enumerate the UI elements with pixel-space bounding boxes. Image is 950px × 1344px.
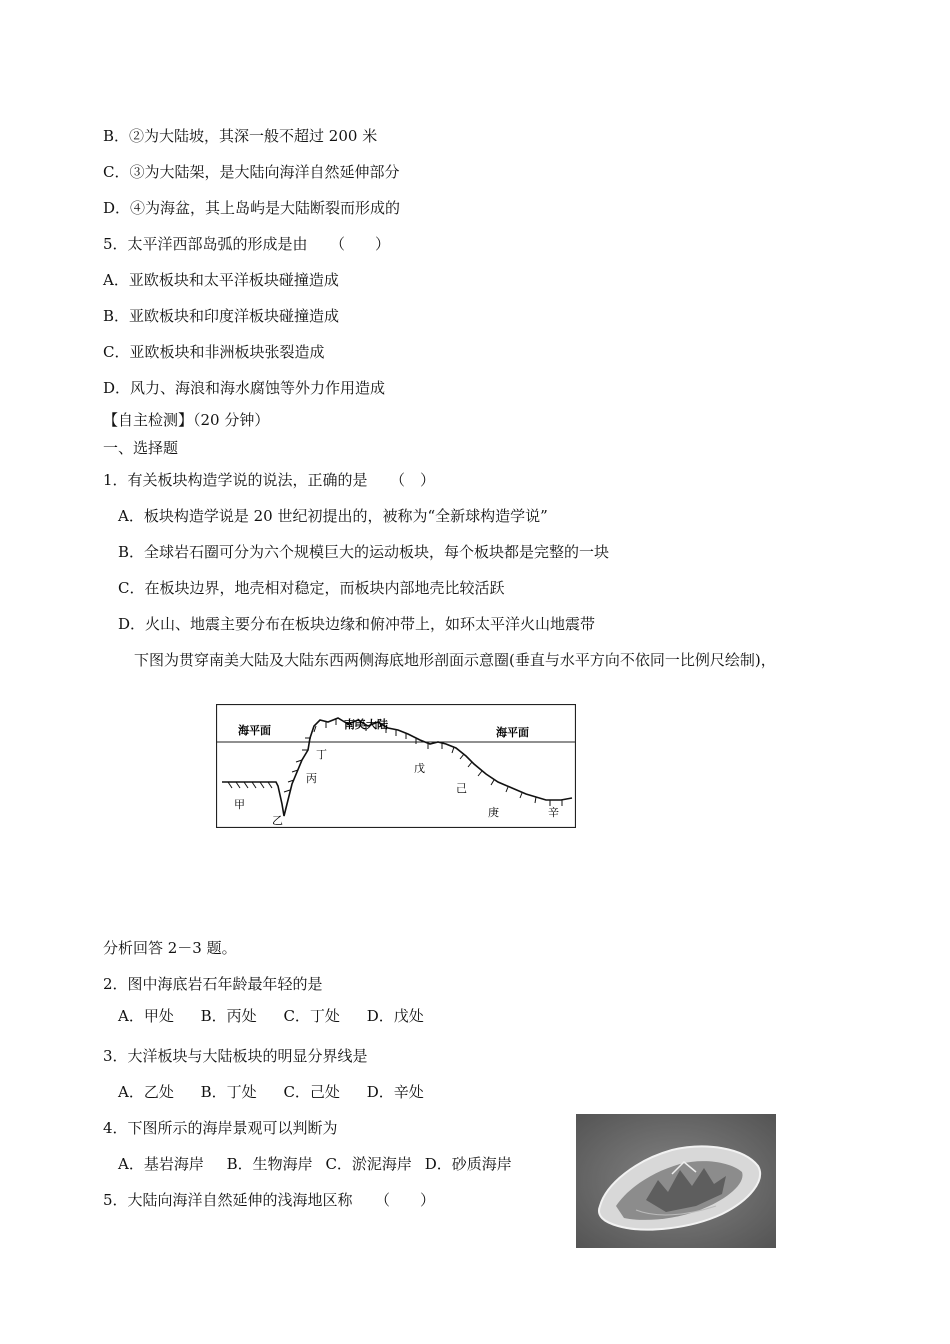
option-b: B．②为大陆坡，其深一般不超过 200 米 xyxy=(103,127,378,145)
q4-option-a: A．基岩海岸 xyxy=(118,1155,204,1173)
analysis-text: 分析回答 2－3 题。 xyxy=(103,939,237,957)
label-geng: 庚 xyxy=(488,806,499,819)
question-5-option-a: A．亚欧板块和太平洋板块碰撞造成 xyxy=(103,271,339,289)
question-5-option-d: D．风力、海浪和海水腐蚀等外力作用造成 xyxy=(103,379,386,397)
label-sea-level-left: 海平面 xyxy=(238,724,271,737)
q1-option-c: C．在板块边界，地壳相对稳定，而板块内部地壳比较活跃 xyxy=(118,579,505,597)
q2-option-b: B．丙处 xyxy=(200,1007,257,1025)
label-continent: 南美大陆 xyxy=(344,718,388,731)
label-wu: 戊 xyxy=(414,762,425,775)
q2-stem: 2．图中海底岩石年龄最年轻的是 xyxy=(103,975,323,993)
seafloor-profile-diagram xyxy=(216,704,576,828)
section-subtitle: 一、选择题 xyxy=(103,439,179,457)
label-yi: 乙 xyxy=(272,814,283,827)
label-xin: 辛 xyxy=(548,806,559,819)
q2-option-a: A．甲处 xyxy=(118,1007,174,1025)
label-jia: 甲 xyxy=(234,798,245,811)
q3-option-d: D．辛处 xyxy=(366,1083,424,1101)
q3-options xyxy=(118,1082,446,1102)
question-5-stem: 5．太平洋西部岛弧的形成是由 （ ） xyxy=(103,235,391,253)
q3-option-a: A．乙处 xyxy=(118,1083,174,1101)
question-5-option-c: C．亚欧板块和非洲板块张裂造成 xyxy=(103,343,325,361)
label-sea-level-right: 海平面 xyxy=(496,726,529,739)
label-ding: 丁 xyxy=(316,748,327,761)
q2-options xyxy=(118,1006,446,1026)
q2-option-c: C．丁处 xyxy=(283,1007,340,1025)
option-c: C．③为大陆架，是大陆向海洋自然延伸部分 xyxy=(103,163,400,181)
q1-option-a: A．板块构造学说是 20 世纪初提出的，被称为“全新球构造学说” xyxy=(118,507,548,525)
q4-option-c: C．淤泥海岸 xyxy=(325,1155,412,1173)
question-5-option-b: B．亚欧板块和印度洋板块碰撞造成 xyxy=(103,307,340,325)
q3-stem: 3．大洋板块与大陆板块的明显分界线是 xyxy=(103,1047,368,1065)
label-ji: 己 xyxy=(456,782,467,795)
coast-photo xyxy=(576,1114,776,1248)
q3-option-c: C．己处 xyxy=(283,1083,340,1101)
q2-option-d: D．戊处 xyxy=(366,1007,424,1025)
q5-stem: 5．大陆向海洋自然延伸的浅海地区称 （ ） xyxy=(103,1191,436,1209)
q4-option-d: D．砂质海岸 xyxy=(424,1155,512,1173)
q4-options xyxy=(118,1154,512,1174)
section-title: 【自主检测】（20 分钟） xyxy=(103,411,270,429)
q4-option-b: B．生物海岸 xyxy=(226,1155,313,1173)
diagram-intro: 下图为贯穿南美大陆及大陆东西两侧海底地形剖面示意圈(垂直与水平方向不依同一比例尺绘制)， xyxy=(134,651,776,669)
option-d: D．④为海盆，其上岛屿是大陆断裂而形成的 xyxy=(103,199,401,217)
q3-option-b: B．丁处 xyxy=(200,1083,257,1101)
q1-stem: 1．有关板块构造学说的说法，正确的是 （ ） xyxy=(103,471,436,489)
q1-option-d: D．火山、地震主要分布在板块边缘和俯冲带上，如环太平洋火山地震带 xyxy=(118,615,596,633)
q4-stem: 4．下图所示的海岸景观可以判断为 xyxy=(103,1119,338,1137)
label-bing: 丙 xyxy=(306,772,317,785)
q1-option-b: B．全球岩石圈可分为六个规模巨大的运动板块，每个板块都是完整的一块 xyxy=(118,543,610,561)
